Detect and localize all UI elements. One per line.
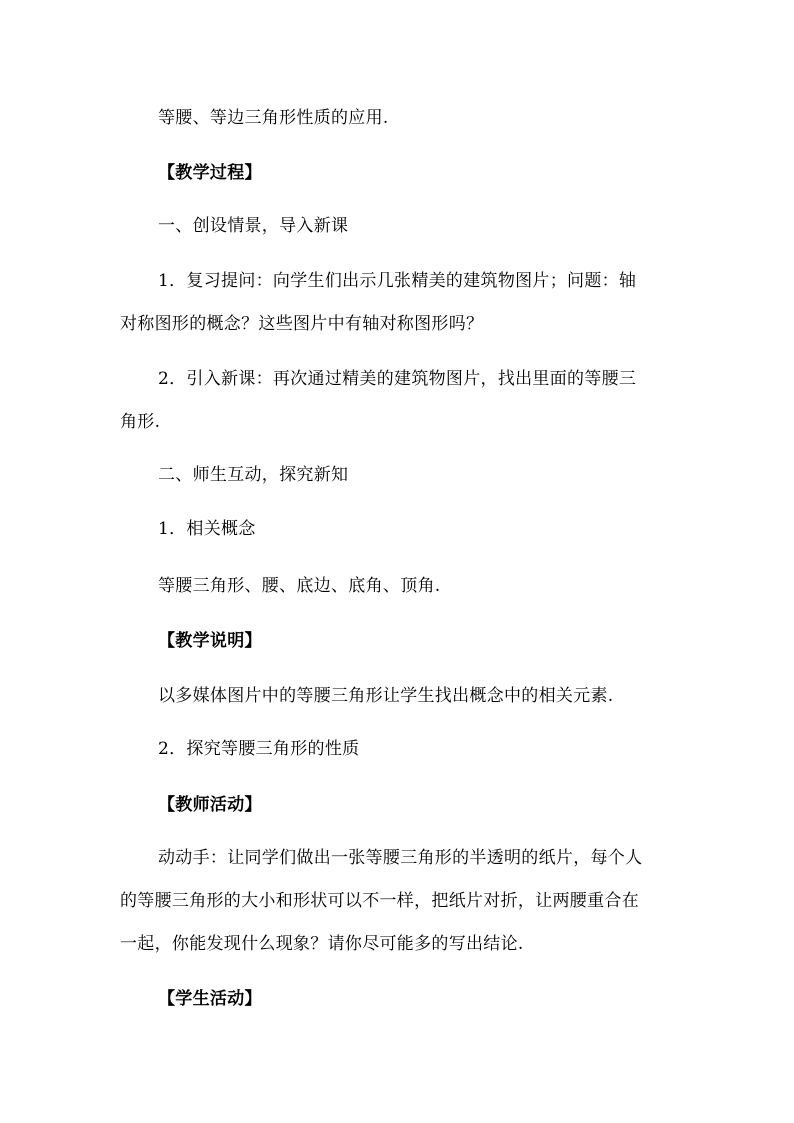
heading-teaching-notes: 【教学说明】 [158, 631, 262, 651]
subheading-concepts: 1．相关概念 [158, 519, 256, 539]
paragraph-activity-line-2: 的等腰三角形的大小和形状可以不一样，把纸片对折，让两腰重合在 [120, 891, 639, 911]
paragraph-multimedia: 以多媒体图片中的等腰三角形让学生找出概念中的相关元素. [158, 686, 614, 706]
paragraph-activity-line-1: 动动手：让同学们做出一张等腰三角形的半透明的纸片，每个人 [158, 848, 643, 868]
paragraph-activity-line-3: 一起，你能发现什么现象？请你尽可能多的写出结论. [120, 934, 524, 954]
paragraph-intro-line-1: 2．引入新课：再次通过精美的建筑物图片，找出里面的等腰三 [158, 369, 637, 389]
paragraph-topic: 等腰、等边三角形性质的应用. [158, 108, 389, 128]
heading-teacher-activity: 【教师活动】 [158, 795, 262, 815]
paragraph-review-line-2: 对称图形的概念？这些图片中有轴对称图形吗？ [120, 314, 484, 334]
section-heading-1: 一、创设情景，导入新课 [158, 216, 349, 236]
paragraph-intro-line-2: 角形. [120, 412, 161, 432]
paragraph-review-line-1: 1．复习提问：向学生们出示几张精美的建筑物图片；问题：轴 [158, 271, 637, 291]
paragraph-concepts: 等腰三角形、腰、底边、底角、顶角. [158, 576, 441, 596]
heading-student-activity: 【学生活动】 [158, 989, 262, 1009]
subheading-properties: 2．探究等腰三角形的性质 [158, 739, 360, 759]
heading-teaching-process: 【教学过程】 [158, 163, 262, 183]
section-heading-2: 二、师生互动，探究新知 [158, 465, 349, 485]
